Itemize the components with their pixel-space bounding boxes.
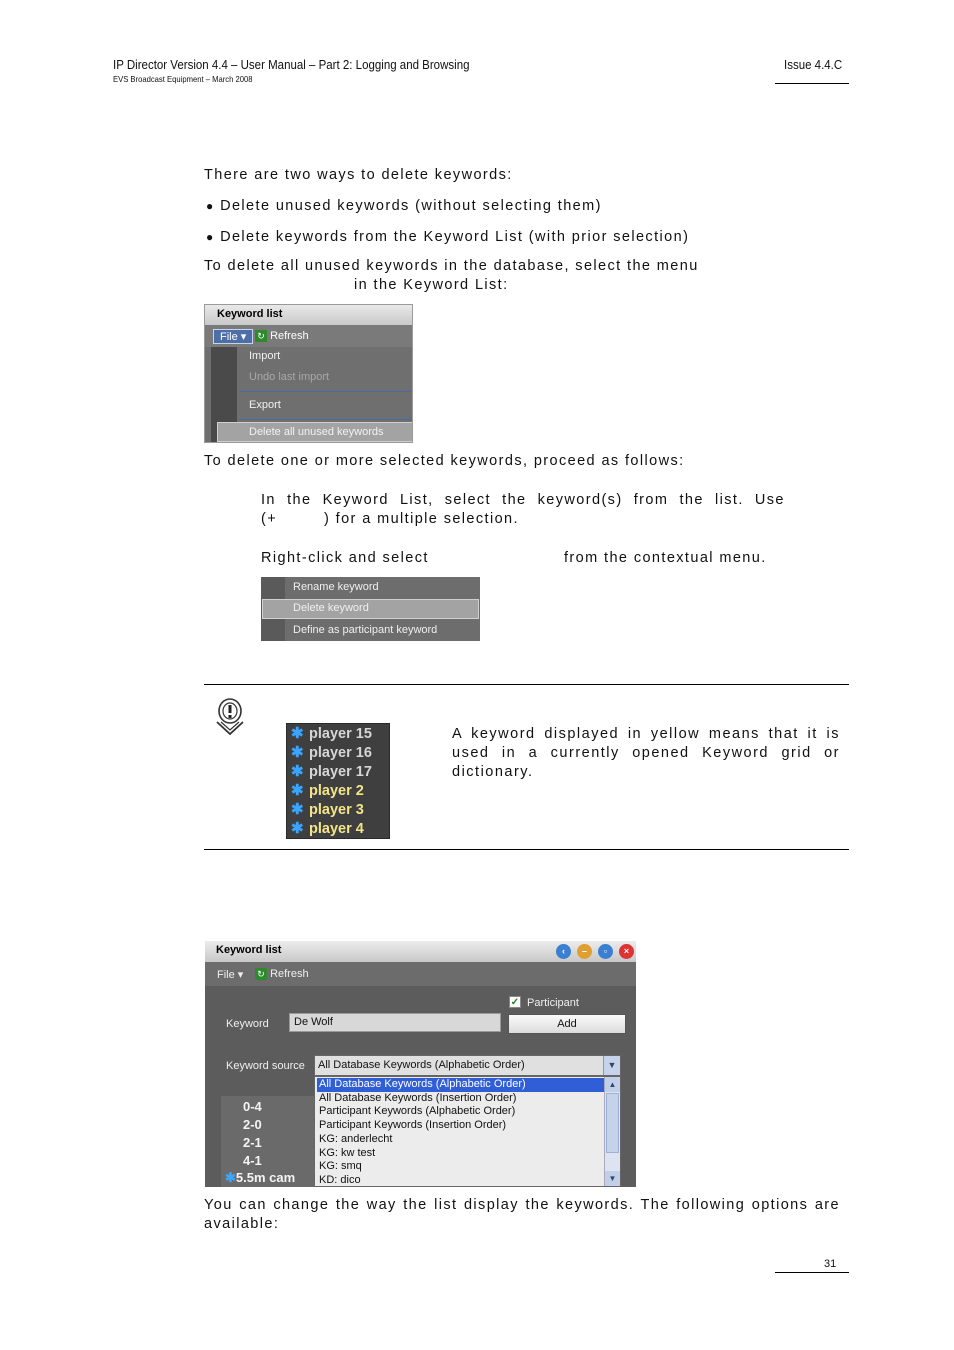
- note-bottom-rule: [204, 849, 849, 850]
- person-icon: ✱: [225, 1170, 236, 1185]
- participant-label: Participant: [527, 997, 579, 1009]
- step1-line2-b: ) for a multiple selection.: [324, 511, 519, 527]
- intro-text: There are two ways to delete keywords:: [204, 167, 513, 183]
- minimize-icon[interactable]: –: [577, 944, 592, 959]
- menu-item-rename[interactable]: Rename keyword: [293, 581, 379, 593]
- list-item[interactable]: ✱5.5m cam: [225, 1170, 296, 1185]
- person-icon: ✱: [291, 763, 304, 780]
- note-text: A keyword displayed in yellow means that it is used in a currently opened Keyword grid or dictionary.: [452, 726, 840, 780]
- window-title: Keyword list: [205, 941, 636, 962]
- menu-item-undo-import[interactable]: Undo last import: [249, 371, 330, 383]
- list-item[interactable]: ✱ player 2: [291, 782, 364, 799]
- file-menu-screenshot: [204, 304, 413, 443]
- refresh-icon: ↻: [255, 330, 267, 342]
- options-text-line1: You can change the way the list display the keywords. The following options are: [204, 1197, 840, 1213]
- back-icon[interactable]: ‹: [556, 944, 571, 959]
- bullet-icon: ●: [206, 230, 215, 244]
- list-item[interactable]: 0-4: [243, 1099, 262, 1114]
- dropdown-option[interactable]: Participant Keywords (Insertion Order): [319, 1119, 507, 1132]
- menu-item-define-participant[interactable]: Define as participant keyword: [293, 624, 438, 636]
- list-item[interactable]: ✱ player 16: [291, 744, 372, 761]
- close-icon[interactable]: ×: [619, 944, 634, 959]
- scroll-down-icon[interactable]: ▼: [605, 1171, 620, 1186]
- person-icon: ✱: [291, 744, 304, 761]
- file-menu-button[interactable]: File ▾: [213, 329, 253, 344]
- page-number: 31: [824, 1258, 837, 1270]
- list-item[interactable]: ✱ player 3: [291, 801, 364, 818]
- scroll-up-icon[interactable]: ▲: [605, 1077, 620, 1092]
- dropdown-option[interactable]: All Database Keywords (Alphabetic Order): [317, 1078, 604, 1092]
- note-top-rule: [204, 684, 849, 685]
- list-item[interactable]: 2-0: [243, 1117, 262, 1132]
- scroll-thumb[interactable]: [606, 1093, 619, 1153]
- keyword-source-label: Keyword source: [226, 1060, 305, 1072]
- list-item[interactable]: ✱ player 4: [291, 820, 364, 837]
- dropdown-scrollbar[interactable]: [604, 1077, 620, 1186]
- dropdown-option[interactable]: KG: smq: [319, 1160, 362, 1173]
- header-issue: Issue 4.4.C: [784, 58, 843, 72]
- header-rule: [775, 83, 849, 84]
- list-item[interactable]: ✱ player 15: [291, 725, 372, 742]
- step2-b: from the contextual menu.: [564, 550, 767, 566]
- header-subtitle: EVS Broadcast Equipment – March 2008: [113, 74, 253, 84]
- menu-item-import[interactable]: Import: [249, 350, 281, 362]
- dropdown-option[interactable]: All Database Keywords (Insertion Order): [319, 1091, 517, 1104]
- keyword-label: Keyword: [226, 1018, 269, 1030]
- participant-checkbox[interactable]: ✓: [510, 997, 520, 1008]
- dropdown-option[interactable]: Participant Keywords (Alphabetic Order): [319, 1105, 516, 1118]
- menu-separator: [239, 419, 411, 420]
- menu-item-export[interactable]: Export: [249, 399, 281, 411]
- options-text-line2: available:: [204, 1216, 280, 1232]
- keyword-source-dropdown: [314, 1076, 621, 1187]
- para-unused-line2: in the Keyword List:: [354, 277, 509, 293]
- person-icon: ✱: [291, 801, 304, 818]
- step1-line1: In the Keyword List, select the keyword(s) from the list. Use: [261, 492, 785, 508]
- step2-a: Right-click and select: [261, 550, 429, 566]
- header-title: IP Director Version 4.4 – User Manual – Part 2: Logging and Browsing: [113, 58, 470, 72]
- keyword-source-select[interactable]: All Database Keywords (Alphabetic Order) ▼: [314, 1055, 621, 1076]
- dropdown-option[interactable]: KD: dico: [319, 1173, 361, 1186]
- person-icon: ✱: [291, 725, 304, 742]
- menu-separator: [239, 391, 411, 392]
- menu-item-delete-keyword[interactable]: Delete keyword: [293, 602, 369, 614]
- context-menu-screenshot: [261, 577, 480, 641]
- menu-item-delete-unused[interactable]: Delete all unused keywords: [249, 426, 384, 438]
- para-selected: To delete one or more selected keywords, proceed as follows:: [204, 453, 685, 469]
- person-icon: ✱: [291, 820, 304, 837]
- person-icon: ✱: [291, 782, 304, 799]
- refresh-icon: ↻: [255, 968, 267, 980]
- refresh-button[interactable]: ↻ Refresh: [255, 968, 309, 980]
- bullet-item: ● Delete unused keywords (without selecting them): [206, 198, 602, 214]
- dropdown-option[interactable]: KG: anderlecht: [319, 1132, 393, 1145]
- add-button[interactable]: Add: [508, 1014, 626, 1034]
- file-menu-title: Keyword list: [205, 305, 412, 325]
- step1-line2-a: (+: [261, 511, 278, 527]
- dropdown-option[interactable]: KG: kw test: [319, 1146, 376, 1159]
- keyword-input[interactable]: De Wolf: [289, 1013, 501, 1032]
- list-item[interactable]: ✱ player 17: [291, 763, 372, 780]
- keyword-list-window: [205, 941, 636, 1187]
- chevron-down-icon[interactable]: ▼: [603, 1056, 620, 1075]
- bullet-icon: ●: [206, 199, 215, 213]
- footer-rule: [775, 1272, 849, 1273]
- bullet-item: ● Delete keywords from the Keyword List (with prior selection): [206, 229, 690, 245]
- list-item[interactable]: 2-1: [243, 1135, 262, 1150]
- chevron-down-icon: ▾: [240, 331, 247, 343]
- maximize-icon[interactable]: ▫: [598, 944, 613, 959]
- para-unused-line1: To delete all unused keywords in the database, select the menu: [204, 258, 699, 274]
- file-menu-button[interactable]: File ▾: [217, 969, 244, 981]
- player-keyword-list: [286, 723, 390, 839]
- note-icon: [214, 697, 246, 737]
- list-item[interactable]: 4-1: [243, 1153, 262, 1168]
- refresh-button[interactable]: ↻ Refresh: [255, 330, 309, 342]
- chevron-down-icon: ▾: [237, 969, 244, 981]
